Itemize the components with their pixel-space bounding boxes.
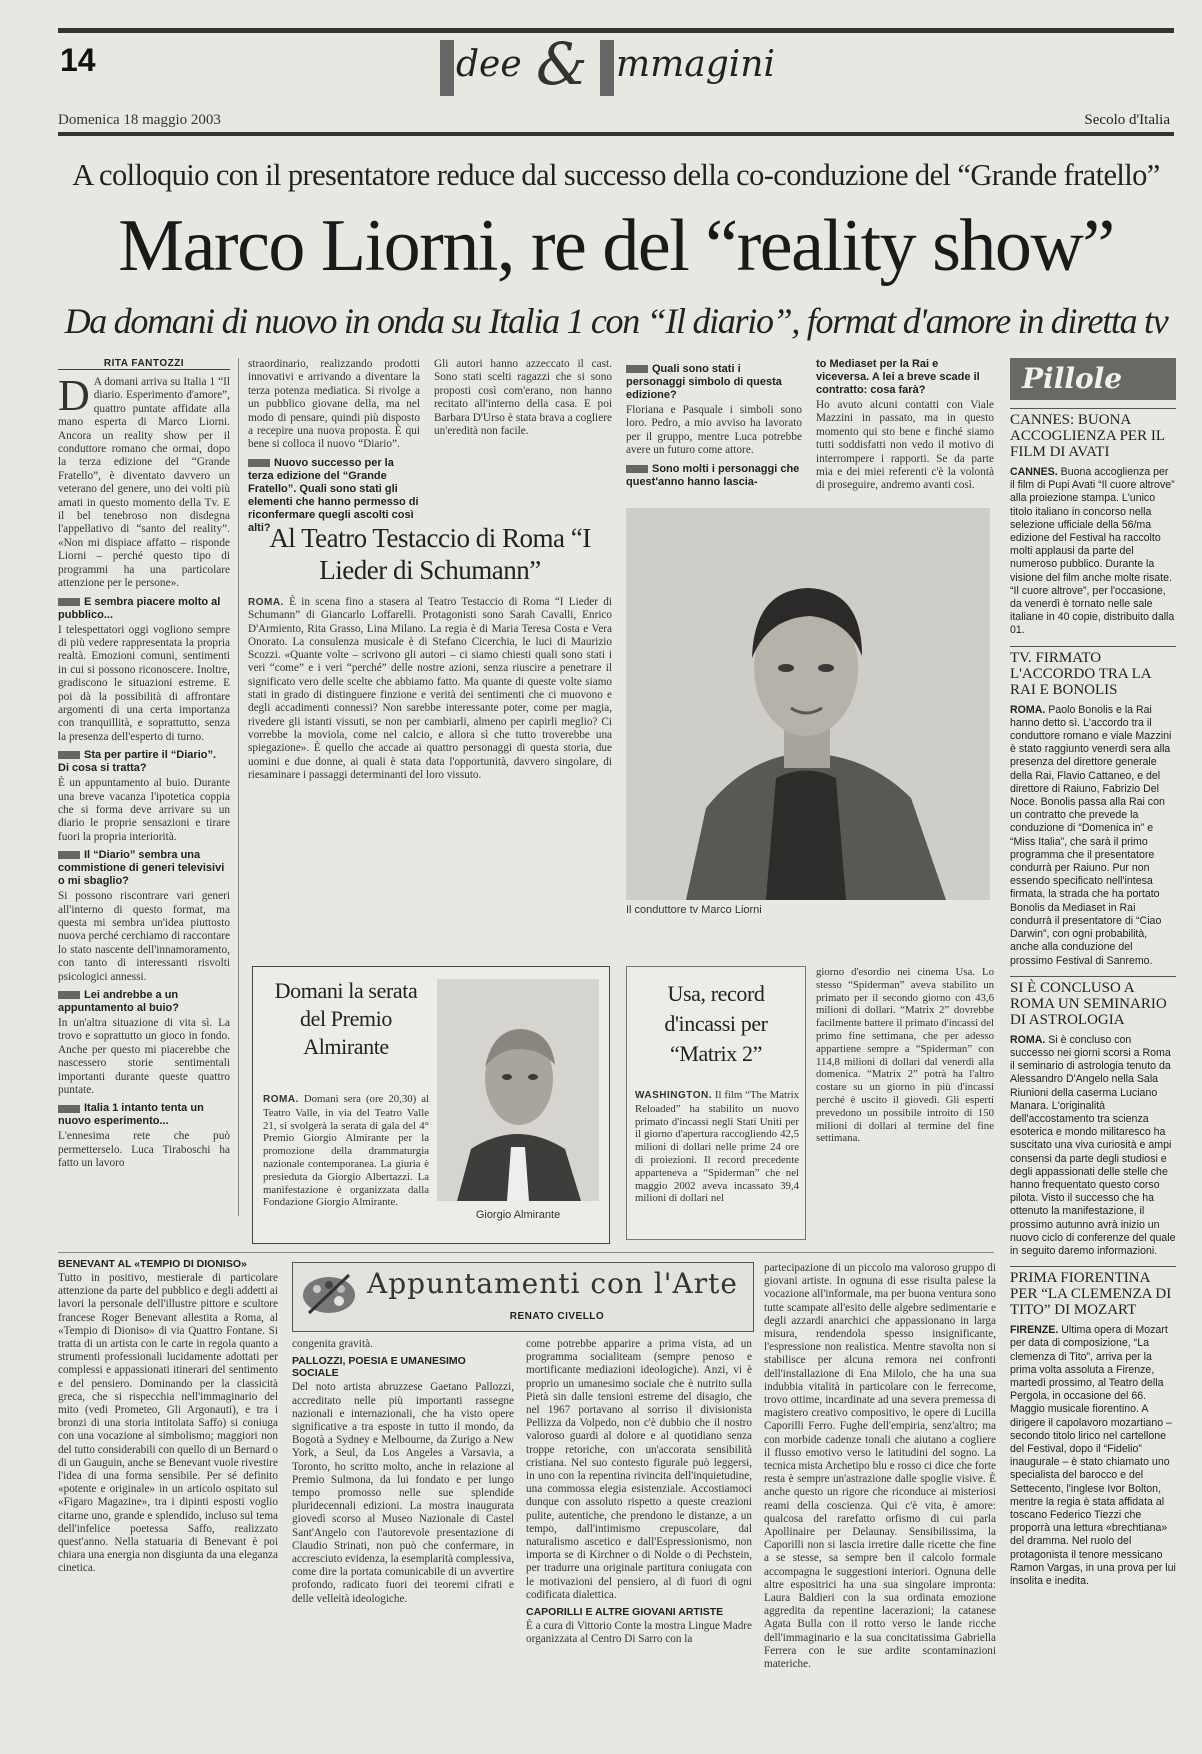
- masthead-name: Secolo d'Italia: [1084, 112, 1170, 128]
- pillole-banner: [1010, 358, 1176, 400]
- caporilli-head: CAPORILLI E ALTRE GIOVANI ARTISTE: [526, 1606, 724, 1619]
- pillola-1-head: CANNES: BUONA ACCOGLIENZA PER IL FILM DI AVATI: [1010, 408, 1176, 460]
- interview-column-3: [434, 358, 612, 498]
- pillola-2: [1010, 646, 1176, 968]
- section-letter-block-2: [600, 40, 614, 96]
- appuntamenti-column-3: [764, 1262, 996, 1728]
- pillola-3-head: SI È CONCLUSO A ROMA UN SEMINARIO DI ASTROLOGIA: [1010, 976, 1176, 1028]
- answer-1: I telespettatori oggi vogliono sempre di più vedere rappresentata la propria realtà. Emozioni comuni, sentimenti in cui si possono riconoscere. Inoltre, gradiscono le situazioni estreme. E poi dà la possibilità di affrontare argomenti di una certa importanza con tranquillità, e soprattutto, senza la presenza dell'esperto di turno.: [58, 623, 230, 743]
- byline: RITA FANTOZZI: [58, 358, 230, 370]
- pillola-3: [1010, 976, 1176, 1258]
- benevant-article: [58, 1258, 278, 1728]
- question-6-start: Nuovo successo per la terza edizione del “Grande Fratello”. Quali sono stati gli elementi che hanno permesso di riconfermare quegli ascolti così alti?: [248, 456, 419, 534]
- pillola-3-city: ROMA.: [1010, 1033, 1046, 1046]
- pallozzi-head: PALLOZZI, POESIA E UMANESIMO SOCIALE: [292, 1355, 466, 1380]
- column-divider: [238, 358, 239, 1216]
- section-ampersand: &: [536, 30, 588, 98]
- answer-7: Floriana e Pasquale i simboli sono loro. Pedro, a mio avviso ha lavorato per il gruppo, mentre Luca potrebbe avere un futuro come attore.: [626, 404, 802, 457]
- main-title: Marco Liorni, re del “reality show”: [118, 205, 1114, 287]
- palette-icon: [299, 1269, 359, 1319]
- teatro-title: Al Teatro Testaccio di Roma “I Lieder di Schumann”: [269, 523, 591, 585]
- teatro-text: È in scena fino a stasera al Teatro Testaccio di Roma “I Lieder di Schumann” di Giancarlo Loffarelli. Protagonisti sono Sarah Cavalli, Enrico D'Armiento, Rita Grasso, Lina Milano. La regia è di Maria Teresa Costa e Vera Onorato. La consulenza musicale è di Stefano Cicerchia, le luci di Maurizio Scozzi. «Quante volte – scrivono gli autori – ci siamo chiesti quali sono stati i veri “come” e i veri “perché” delle nostre azioni, senza riuscire a penetrare il significato vero delle scelte che abbiamo fatto. Ma quante di queste volte siamo stati in grado di distinguere finzione e verità dei sentimenti che ci muovono e degli accadimenti connessi? Non sarebbe interessante poter, come per magia, rivedere gli istanti vissuti, se non per cambiarli, almeno per capirli meglio? Ci vorrebbe la moviola, come nel calcio, e allora sì che tutto troverebbe una spiegazione». È quello che accade ai quattro personaggi di questa storia, due uomini e due donne, ai quali è stata data l'opportunità, davvero singolare, di riesaminare i passaggi determinanti del loro vissuto.: [248, 596, 613, 781]
- matrix-text-2: giorno d'esordio nei cinema Usa. Lo stesso “Spiderman” aveva stabilito un primato per il secondo giorno con 43,6 milioni di dollari. “Matrix 2” dovrebbe facilmente battere il primato d'incassi del primo fine settimana, che per adesso appartiene sempre a “Spiderman” con 114,8 milioni di dollari dal venerdì alla domenica. “Matrix 2” potrà ha l'altro costare su un giorno in più d'incassi perché è uscito il giovedì. Gli esperti prevedono un possibile introito di 150 milioni di dollari al termine del fine settimana.: [816, 966, 994, 1145]
- almirante-city: ROMA.: [263, 1094, 299, 1105]
- caporilli-text: partecipazione di un piccolo ma valoroso gruppo di giovani artiste. In ognuna di esse risulta palese la vocazione all'informale, ma per buona ventura sono tutte scampate all'esito delle algebre sedimentarie e degli azzardi anarchici che appassionano in larga misura, rendendola spesso insignificante, l'espressione non realistica. Mentre stavolta non si stabilisce per alcuna remora nei confronti dell'installazione di Ena Milolo, che ha una sua indubbia vitalità in particolare con le ferrecome, trovo ottime, incardinate ad una severa premessa di magistero creativo compositivo, le opere di Lucilla Caporilli Ferro. Fughe dell'empiria, senz'altro; ma con morbide cadenze tonali che aiutano a cogliere il flusso emotivo verso le latitudini del sogno. La tecnica mista Archetipo blu e rosso ci dice che forte resta è sempre un'astrazione dalle spoglie visive. È anche questo un rigore che riconduce ai misteriosi reami della coscienza. Qui c'è vita, è amore: qualcosa del rarefatto orfismo di cui parla Apollinaire per Delaunay. Sensibilissima, la Caporilli non si lascia irretire dalle ricette che fine a se stesse, sa sempre ben il calcolo formale accompagna le suggestioni interiori. Ognuna delle altre espositrici ha una sua singolare impronta: Laura Baldieri con la sua ordinata emozione aggredita da repentine lacerazioni; la catanese Agata Bulla con il rotto verso le lande ricche dell'immaginario e la sua concitatissima Gabriella Ferrera con le sue ardite scontaminazioni materiche.: [764, 1262, 996, 1671]
- pillola-1-city: CANNES.: [1010, 466, 1058, 478]
- answer-5: L'ennesima rete che può permetterselo. Luca Tiraboschi ha fatto un lavoro: [58, 1130, 230, 1170]
- top-rule: [58, 28, 1174, 33]
- portrait-illustration: [626, 508, 990, 900]
- pillola-3-text: Si è concluso con successo nei giorni scorsi a Roma il seminario di astrologia tenuto da Alessandro D'Angelo nella Sala Riunioni della caserma Luciano Manara. L'originalità dell'accostamento tra scienza esoterica e mondo militaresco ha suscitato una viva curiosità e ampi consensi da parte degli studiosi e degli appassionati delle stelle che hanno frequentato questo corso pilota. Visto il successo che ha ottenuto la manifestazione, il prossimo autunno avrà inizio un nuovo ciclo di conferenze del quale in seguito daremo informazioni.: [1010, 1033, 1176, 1257]
- appuntamenti-column-1: [292, 1338, 514, 1728]
- page-number: 14: [60, 42, 96, 78]
- question-5: Italia 1 intanto tenta un nuovo esperimento...: [58, 1102, 204, 1128]
- pillola-1-text: Buona accoglienza per il film di Pupi Avati “Il cuore altrove” alla proiezione stampa. L'unico titolo italiano in concorso nella selezione ufficiale della 56/ma edizione del Festival ha raccolto molti applausi da parte del numeroso pubblico. Durante la visione del film anche molte risate. “Il cuore altrove”, per l'occasione, da venerdì è tornato nelle sale italiane in 40 copie, distribuito dalla 01.: [1010, 466, 1175, 637]
- appuntamenti-byline: RENATO CIVELLO: [509, 1311, 605, 1322]
- interview-column-1: [58, 358, 230, 1238]
- appuntamenti-title: Appuntamenti con l'Arte: [367, 1267, 738, 1300]
- almirante-portrait: [437, 979, 599, 1201]
- column-2-text: straordinario, realizzando prodotti innovativi e arrivando a diventare la terza potenza mediatica. Si rivolge a un pubblico giovane della, ma nel modo di pensare, quindi più disposto a recepire una nuova proposta. È qui bene si colloca il nuovo “Diario”.: [248, 358, 420, 451]
- question-8: Sono molti i personaggi che quest'anno hanno lascia-: [626, 462, 800, 488]
- pillola-4-head: PRIMA FIORENTINA PER “LA CLEMENZA DI TITO” DI MOZART: [1010, 1266, 1176, 1318]
- photo-caption: Il conduttore tv Marco Liorni: [626, 904, 762, 916]
- pillola-4-text: Ultima opera di Mozart per data di composizione, “La clemenza di Tito”, arriva per la prima volta assoluta a Firenze, martedì prossimo, al Teatro della Pergola, in occasione del 66. Maggio musicale fiorentino. A dirigere il capolavoro mozartiano – secondo titolo lirico nel cartellone del Festival, dopo il “Fidelio” inaugurale – è stato chiamato uno specialista del barocco e del Settecento, l'inglese Ivor Bolton, mentre la regia è stata affidata al toscano Federico Tiezzi che proporrà una lettura «brechtiana» del dramma. Nel ruolo del protagonista il tenore messicano Ramon Vargas, in una prova per lui insolita e inedita.: [1010, 1324, 1176, 1588]
- answer-3: Si possono riscontrare vari generi all'interno di questo format, ma questa mi sembra un'idea piuttosto nuova perché cerchiamo di raccontare lo stato nascente dell'innamoramento, con tanto di interessanti risvolti psicologici annessi.: [58, 890, 230, 983]
- question-9: to Mediaset per la Rai e viceversa. A lei a breve scade il contratto: cosa farà?: [816, 358, 980, 396]
- answer-9: Ho avuto alcuni contatti con Viale Mazzini in passato, ma in questo momento qui sto bene e finché siamo tutti soddisfatti non vedo il motivo di interrompere i rapporti. Se da parte mia e dei miei referenti c'è la volontà di proseguire, andremo avanti così.: [816, 399, 994, 492]
- answer-6: Gli autori hanno azzeccato il cast. Sono stati scelti ragazzi che si sono proposti così com'erano, non hanno recitato all'interno della casa. E poi Barbara D'Urso è stata brava a cogliere un'eredità non facile.: [434, 358, 612, 438]
- section-letter-block-1: [440, 40, 454, 96]
- matrix-text: Il film “The Matrix Reloaded” ha stabilito un nuovo primato d'incassi negli Stati Uniti per il giorno d'apertura raccogliendo 42,5 milioni di dollari nelle prime 24 ore di proiezioni. Il record precedente apparteneva a “Spiderman” che nel maggio 2002 aveva incassato 39,4 milioni di dollari nel: [635, 1089, 800, 1205]
- pillola-2-head: TV. FIRMATO L'ACCORDO TRA LA RAI E BONOLIS: [1010, 646, 1176, 698]
- pillola-4: [1010, 1266, 1176, 1588]
- pillola-1: [1010, 408, 1176, 638]
- section-title: [440, 30, 820, 106]
- drop-cap: D: [58, 371, 90, 420]
- section-word-dee: dee: [456, 44, 522, 85]
- question-2: Sta per partire il “Diario”. Di cosa si tratta?: [58, 749, 217, 775]
- matrix-title: Usa, record d'incassi per “Matrix 2”: [664, 981, 768, 1066]
- matrix-city: WASHINGTON.: [635, 1090, 712, 1101]
- subtitle: Da domani di nuovo in onda su Italia 1 con “Il diario”, format d'amore in diretta tv: [64, 301, 1168, 341]
- kicker: A colloquio con il presentatore reduce dal successo della co-conduzione del “Grande fratello”: [72, 158, 1160, 192]
- matrix-box: [626, 966, 806, 1240]
- benevant-text: Tutto in positivo, mestierale di particolare attenzione da parte del pubblico e degli addetti ai lavori la personale dell'illustre pittore e scultore francese Roger Benevant allestita a Roma, al «Tempio di Dioniso» di via Quattro Fontane. Si tratta di un artista con le carte in regola quanto a strumenti professionali lucidamente adottati per complessi e appassionati itinerari del sentimento e del pensiero. Dominando per la classicità greca, che si rispecchia nell'immaginario del mito (vedi Prometeo, Gli Argonauti), e tra i bronzi di una storia intitolata Saffo) si coniuga con una vocazione al simbolismo; maggiori non del tutto considerabili con quello di un Bernard o di un Gauguin, anche se Benevant vuole rivestire l'idea di una forma sensibile. Per sé definito «potente e originale» in un articolo ospitato sul «Figaro Magazine», tra i dipinti esposti voglio citarne uno, grande e splendido, incluso sul tema dell'infelice poetessa Saffo, realizzato quest'anno. Nella statuaria di Benevant è poi chiara una energia non disgiunta da una eleganza cinetica.: [58, 1272, 278, 1575]
- interview-column-4: [626, 358, 802, 498]
- interview-column-2: [248, 358, 420, 534]
- pillola-2-city: ROMA.: [1010, 703, 1046, 716]
- almirante-title: Domani la serata del Premio Almirante: [274, 978, 418, 1059]
- appuntamenti-column-2: [526, 1338, 752, 1728]
- pallozzi-text: Del noto artista abruzzese Gaetano Pallozzi, accreditato nelle più importanti rassegne nazionali e internazionali, che ha visto opere significative a tra esposte in tutto il mondo, da Bogotà a Sydney e Melbourne, da Zurigo a New York, a Seul, da Los Angeles a Varsavia, a Toronto, ho scritto molto, anche in relazione al Premio Sulmona, da lui fondato e per lungo tempo promosso nelle sue splendide pluridecennali edizioni. La mostra inaugurata giovedì scorso al Museo Nazionale di Castel Sant'Angelo con l'autorevole presentazione di Claudio Strinati, non può che confermare, in accresciuto evidenza, la esemplarità complessiva, come dire la portata comunicabile di un avvertire profondo, radicato fuori dei teoremi cifrati e delle velleità ideologiche.: [292, 1381, 514, 1605]
- section-word-mmagini: mmagini: [616, 44, 775, 85]
- almirante-caption: Giorgio Almirante: [475, 1209, 561, 1221]
- appuntamenti-text-pre: congenita gravità.: [292, 1338, 373, 1350]
- answer-2: È un appuntamento al buio. Durante una breve vacanza l'ipotetica coppia che si forma deve arrivare su un diario le proprie sensazioni e tirare fuori la propria interiorità.: [58, 777, 230, 843]
- appuntamenti-banner: [292, 1262, 754, 1332]
- benevant-head: BENEVANT AL «TEMPIO DI DIONISO»: [58, 1258, 247, 1270]
- photo-marco-liorni: [626, 508, 990, 900]
- pillole-title: Pillole: [1022, 362, 1123, 395]
- question-7: Quali sono stati i personaggi simbolo di questa edizione?: [626, 363, 782, 401]
- intro-paragraph: A domani arriva su Italia 1 “Il diario. Esperimento d'amore”, quattro puntate affidate alla mano esperta di Marco Liorni. Ancora un reality show per il conduttore romano che ormai, dopo la terza edizione del “Grande Fratello”, è diventato davvero un veterano del genere, uno dei volti più amati in questo momento della Tv. E il bel tenebroso non disdegna l'appellativo di “santo del reality”. «Non mi dispiace affatto – risponde Liorni – perché questo tipo di programmi ha una particolare attenzione per le persone».: [58, 376, 230, 590]
- almirante-text: Domani sera (ore 20,30) al Teatro Valle, in via del Teatro Valle 21, si svolgerà la serata di gala del 4° Premio Giorgio Almirante per la promozione della drammaturgia nazionale contemporanea. La giuria è presieduta da Giorgio Albertazzi. La manifestazione è organizzata dalla Fondazione Giorgio Almirante.: [263, 1093, 429, 1209]
- interview-column-5: [816, 358, 994, 498]
- pillola-2-text: Paolo Bonolis e la Rai hanno detto sì. L'accordo tra il conduttore romano e viale Mazzini è stato raggiunto venerdì sera alla presenza del direttore generale della Rai, Flavio Cattaneo, e del direttore di Raiuno, Fabrizio Del Noce. Bonolis passa alla Rai con un contratto che prevede la conduzione di “Domenica in” e “Miss Italia”, che sarà il primo programma che il presentatore condurrà per Raiuno. Pur non essendo specificato nell'intesa firmata, la strada che ha portato Bonolis da Mediaset in Rai condurrà il presentatore di “Ciao Darwin”, con ogni probabilità, anche alla conduzione del prossimo Festival di Sanremo.: [1010, 703, 1172, 967]
- matrix-continued: [816, 966, 994, 1238]
- bottom-rule: [58, 1252, 994, 1253]
- almirante-box: [252, 966, 610, 1244]
- question-4: Lei andrebbe a un appuntamento al buio?: [58, 989, 179, 1015]
- photo-giorgio-almirante: [437, 979, 599, 1201]
- question-1: E sembra piacere molto al pubblico...: [58, 595, 221, 621]
- issue-date: Domenica 18 maggio 2003: [58, 112, 221, 128]
- pillole-sidebar: [1010, 358, 1176, 1728]
- teatro-city: ROMA.: [248, 597, 284, 608]
- pallozzi-text-2: come potrebbe apparire a prima vista, ad un programma socialiteam (sempre penoso e mortificante mediazioni ideologiche). Anzi, vi è proprio un umanesimo sociale che è nutrito sulla Pietà sin dalle tensioni estreme del disagio, che nel 1967 portavano al sorriso il divisionista Pellizza da Volpedo, non c'è dubbio che il nostro valoroso guardi al dolore e al quotidiano senza troppe retoriche, con un'accorata sensibilità cristiana. Nel suo contesto figurale può leggersi, in uno con la repentina rivincita dell'inquietudine, una commossa elegia esistenziale. Accostiamoci dunque con assoluto rispetto a queste creazioni pulite, autentiche, che prendono le distanze, a un tempo, dall'intimismo crepuscolare, dal naturalismo ascetico e dall'Espressionismo, non importa se di Kirchner o di Nolde o di Pechstein, per tradurre una originale partitura coniugata con le motivazioni del pensiero, al di fuori di ogni codificata dialettica.: [526, 1338, 752, 1601]
- answer-4: In un'altra situazione di vita sì. La trovo e soprattutto un gioco in fondo. Anche per questo mi piacerebbe che nascessero storie sentimentali importanti durante queste quattro puntate.: [58, 1017, 230, 1097]
- header-rule: [58, 132, 1174, 136]
- teatro-article: [248, 512, 612, 952]
- question-3: Il “Diario” sembra una commistione di generi televisivi o mi sbaglio?: [58, 849, 225, 888]
- pillola-4-city: FIRENZE.: [1010, 1324, 1059, 1337]
- caporilli-intro: È a cura di Vittorio Conte la mostra Lingue Madre organizzata al Centro Di Sarro con la: [526, 1620, 752, 1646]
